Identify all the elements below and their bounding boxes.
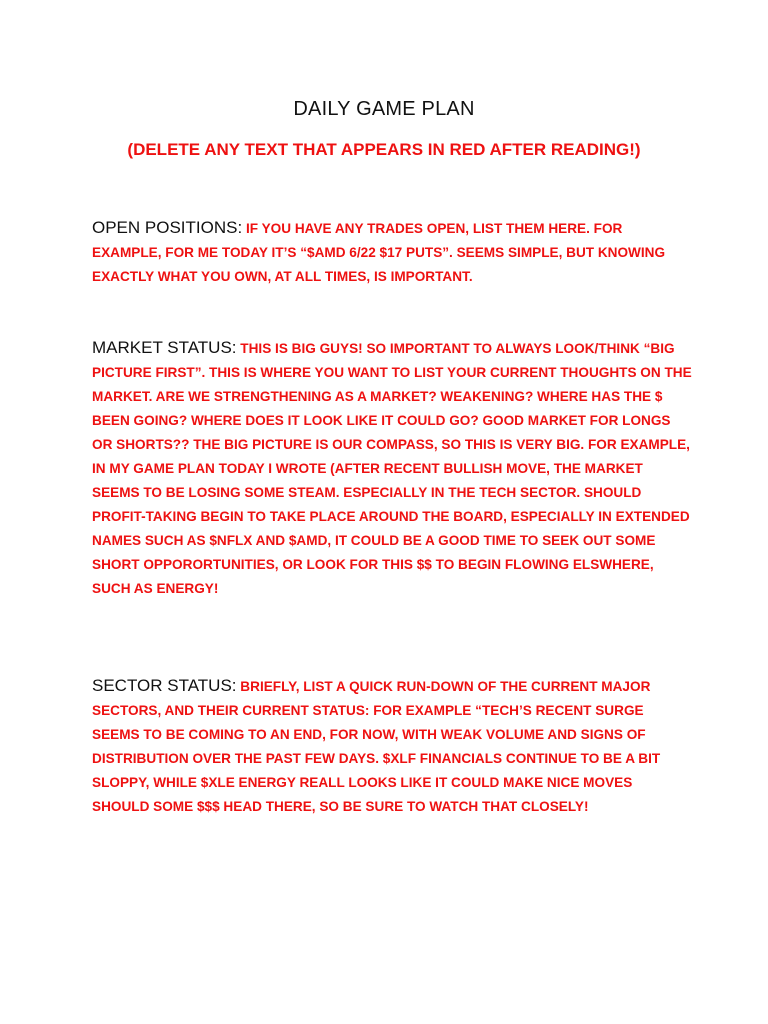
document-title: DAILY GAME PLAN	[293, 98, 475, 120]
market-status-label: MARKET STATUS:	[92, 338, 237, 357]
sector-status-section	[92, 674, 692, 819]
sector-status-text: BRIEFLY, LIST A QUICK RUN-DOWN OF THE CURRENT MAJOR SECTORS, AND THEIR CURRENT STATUS: FOR EXAMPLE “TECH’S RECENT SURGE SEEMS TO BE COMING TO AN END, FOR NOW, WITH WEAK VOLUME AND SIGNS OF DISTRIBUTION OVER THE PAST FEW DAYS. $XLF FINANCIALS CONTINUE TO BE A BIT SLOPPY, WHILE $XLE ENERGY REALL LOOKS LIKE IT COULD MAKE NICE MOVES SHOULD SOME $$$ HEAD THERE, SO BE SURE TO WATCH THAT CLOSELY!	[92, 679, 661, 814]
market-status-text: THIS IS BIG GUYS! SO IMPORTANT TO ALWAYS LOOK/THINK “BIG PICTURE FIRST”. THIS IS WHERE YOU WANT TO LIST YOUR CURRENT THOUGHTS ON THE MARKET. ARE WE STRENGTHENING AS A MARKET? WEAKENING? WHERE HAS THE $ BEEN GOING? WHERE DOES IT LOOK LIKE IT COULD GO? GOOD MARKET FOR LONGS OR SHORTS?? THE BIG PICTURE IS OUR COMPASS, SO THIS IS VERY BIG. FOR EXAMPLE, IN MY GAME PLAN TODAY I WROTE (AFTER RECENT BULLISH MOVE, THE MARKET SEEMS TO BE LOSING SOME STEAM. ESPECIALLY IN THE TECH SECTOR. SHOULD PROFIT-TAKING BEGIN TO TAKE PLACE AROUND THE BOARD, ESPECIALLY IN EXTENDED NAMES SUCH AS $NFLX AND $AMD, IT COULD BE A GOOD TIME TO SEEK OUT SOME SHORT OPPORORTUNITIES, OR LOOK FOR THIS $$ TO BEGIN FLOWING ELSWHERE, SUCH AS ENERGY!	[92, 341, 692, 596]
sector-status-label: SECTOR STATUS:	[92, 676, 237, 695]
open-positions-section	[92, 216, 692, 289]
open-positions-text: IF YOU HAVE ANY TRADES OPEN, LIST THEM HERE. FOR EXAMPLE, FOR ME TODAY IT’S “$AMD 6/22 $17 PUTS”. SEEMS SIMPLE, BUT KNOWING EXACTLY WHAT YOU OWN, AT ALL TIMES, IS IMPORTANT.	[92, 221, 666, 284]
market-status-section	[92, 336, 692, 601]
document-subtitle: (DELETE ANY TEXT THAT APPEARS IN RED AFTER READING!)	[127, 140, 641, 159]
open-positions-label: OPEN POSITIONS:	[92, 218, 243, 237]
